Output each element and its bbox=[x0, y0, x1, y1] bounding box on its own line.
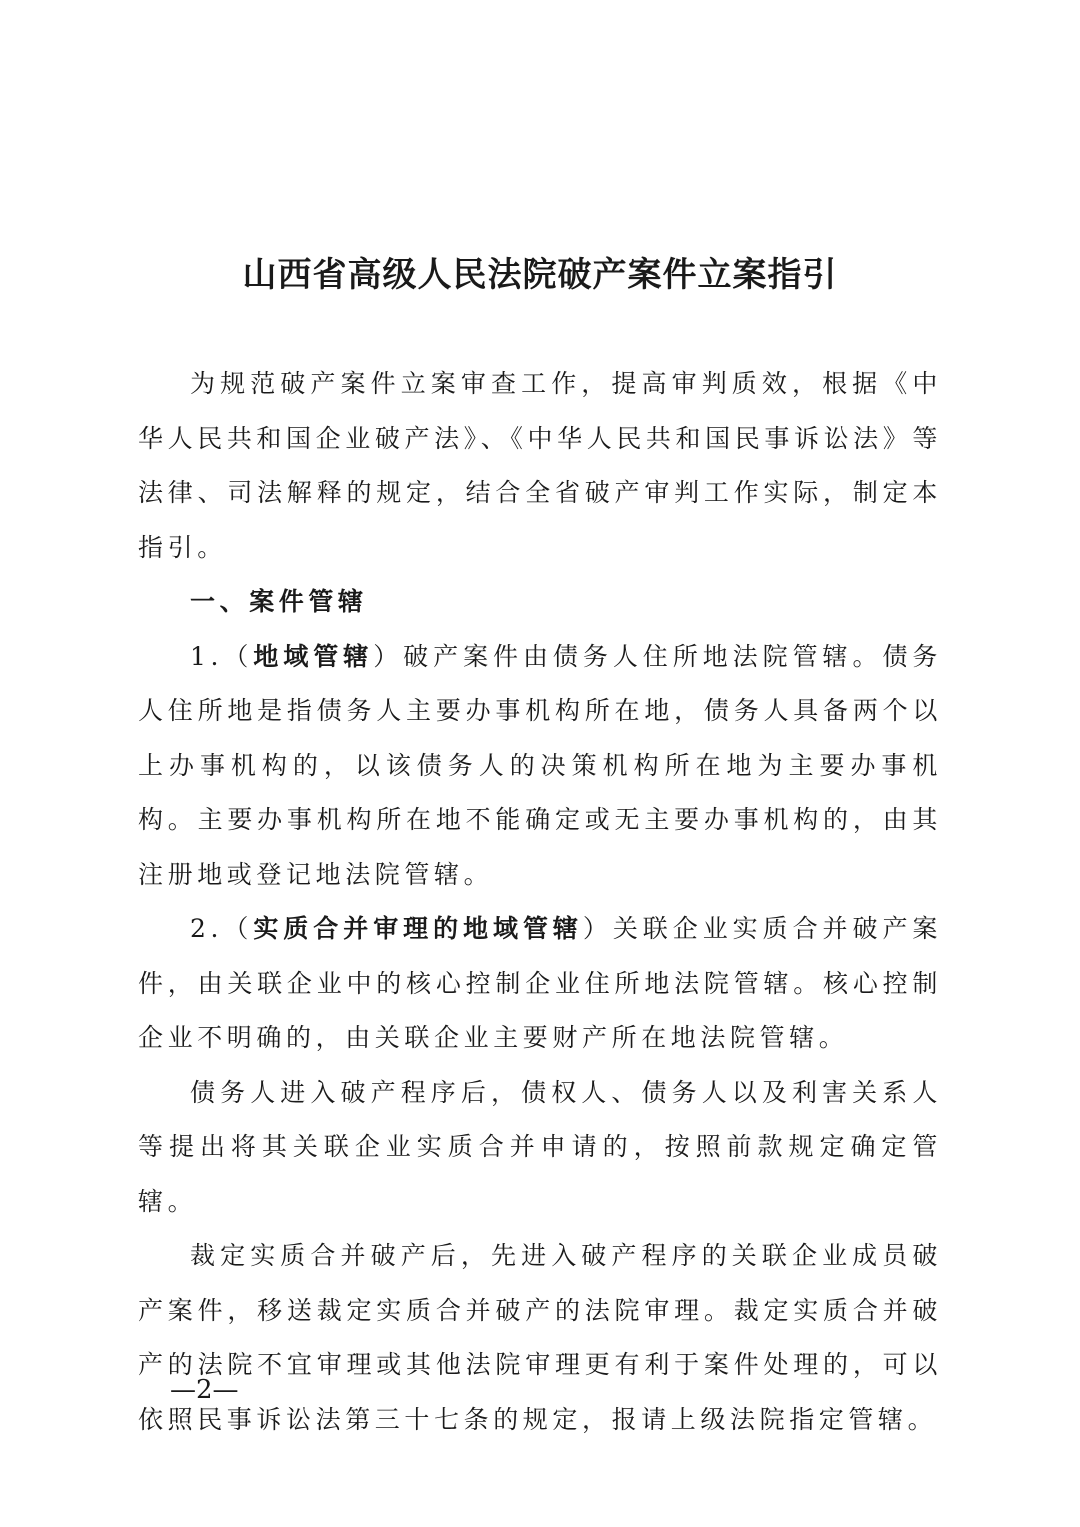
document-body bbox=[138, 357, 942, 1447]
section-heading-jurisdiction: 一、案件管辖 bbox=[190, 587, 368, 616]
article-2-number: 2.（ bbox=[190, 914, 254, 943]
article-2-third-paragraph: 裁定实质合并破产后，先进入破产程序的关联企业成员破产案件，移送裁定实质合并破产的法院审理。裁定实质合并破产的法院不宜审理或其他法院审理更有利于案件处理的，可以依照民事诉讼法第三十七条的规定，报请上级法院指定管辖。 bbox=[138, 1241, 942, 1434]
article-1-title: 地域管辖 bbox=[253, 641, 374, 671]
article-1-number: 1.（ bbox=[190, 641, 254, 671]
page-number: —2— bbox=[170, 1375, 239, 1405]
article-2-body: ）关联企业实质合并破产案件，由关联企业中的核心控制企业住所地法院管辖。核心控制企业不明确的，由关联企业主要财产所在地法院管辖。 bbox=[138, 914, 943, 1052]
article-2-second-paragraph: 债务人进入破产程序后，债权人、债务人以及利害关系人等提出将其关联企业实质合并申请的，按照前款规定确定管辖。 bbox=[138, 1077, 942, 1216]
document-title: 山西省高级人民法院破产案件立案指引 bbox=[242, 255, 838, 295]
article-1-paragraph bbox=[138, 630, 942, 903]
article-1-body: ）破产案件由债务人住所地法院管辖。债务人住所地是指债务人主要办事机构所在地，债务人具备两个以上办事机构的，以该债务人的决策机构所在地为主要办事机构。主要办事机构所在地不能确定或无主要办事机构的，由其注册地或登记地法院管辖。 bbox=[138, 641, 943, 889]
intro-paragraph: 为规范破产案件立案审查工作，提高审判质效，根据《中华人民共和国企业破产法》、《中华人民共和国民事诉讼法》等法律、司法解释的规定，结合全省破产审判工作实际，制定本指引。 bbox=[138, 369, 942, 562]
article-2-title: 实质合并审理的地域管辖 bbox=[253, 914, 583, 943]
article-2-paragraph bbox=[138, 902, 942, 1066]
